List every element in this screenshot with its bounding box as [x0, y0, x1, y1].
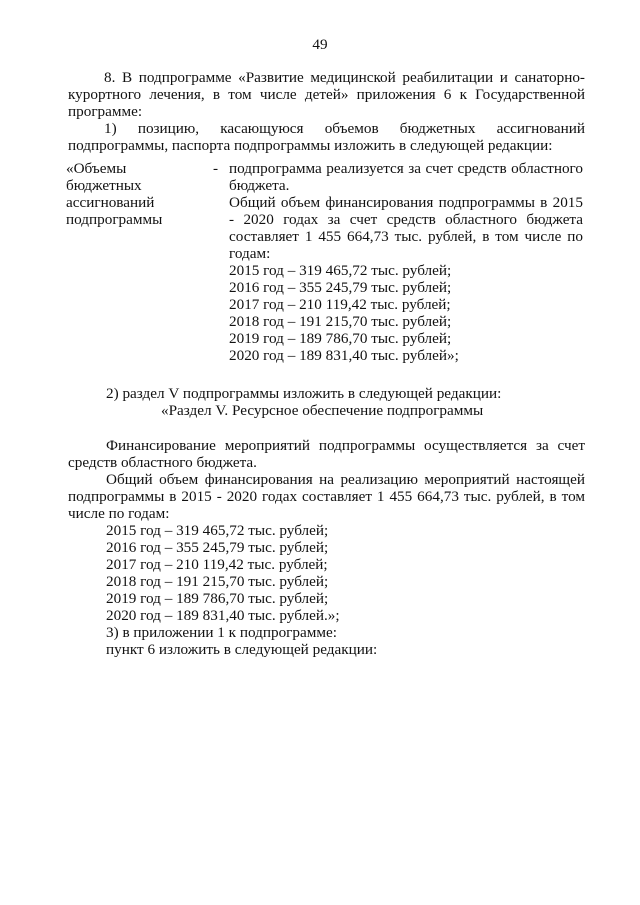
- text-line: Общий объем финансирования на реализацию мероприятий настоящей: [106, 471, 585, 488]
- passport-year-line: 2015 год – 319 465,72 тыс. рублей;: [229, 262, 452, 279]
- text-line: подпрограммы в 2015 - 2020 годах составляет 1 455 664,73 тыс. рублей, в том: [68, 488, 585, 505]
- year-line: 2018 год – 191 215,70 тыс. рублей;: [106, 573, 329, 590]
- passport-year-line: 2016 год – 355 245,79 тыс. рублей;: [229, 279, 452, 296]
- subitem-3-next-line: пункт 6 изложить в следующей редакции:: [106, 641, 378, 658]
- text-line: 8. В подпрограмме «Развитие медицинской реабилитации и санаторно-: [104, 69, 585, 86]
- passport-value-line: составляет 1 455 664,73 тыс. рублей, в том числе по: [229, 228, 583, 245]
- text-line: программе:: [68, 103, 143, 120]
- passport-value-line: Общий объем финансирования подпрограммы в 2015: [229, 194, 583, 211]
- subitem-2-line: 2) раздел V подпрограммы изложить в следующей редакции:: [106, 385, 502, 402]
- passport-value-line: годам:: [229, 245, 271, 262]
- passport-value-line: - 2020 годах за счет средств областного бюджета: [229, 211, 583, 228]
- year-line: 2020 год – 189 831,40 тыс. рублей.»;: [106, 607, 340, 624]
- year-line: 2017 год – 210 119,42 тыс. рублей;: [106, 556, 328, 573]
- passport-dash: -: [213, 160, 219, 177]
- page-number: 49: [312, 36, 328, 53]
- section-heading: «Раздел V. Ресурсное обеспечение подпрограммы: [161, 402, 484, 419]
- passport-year-line: 2020 год – 189 831,40 тыс. рублей»;: [229, 347, 459, 364]
- passport-year-line: 2018 год – 191 215,70 тыс. рублей;: [229, 313, 452, 330]
- passport-label-line: бюджетных: [66, 177, 142, 194]
- text-line: Финансирование мероприятий подпрограммы осуществляется за счет: [106, 437, 585, 454]
- year-line: 2016 год – 355 245,79 тыс. рублей;: [106, 539, 329, 556]
- year-line: 2015 год – 319 465,72 тыс. рублей;: [106, 522, 329, 539]
- passport-label-line: ассигнований: [66, 194, 155, 211]
- passport-year-line: 2019 год – 189 786,70 тыс. рублей;: [229, 330, 452, 347]
- passport-label-line: подпрограммы: [66, 211, 163, 228]
- passport-year-line: 2017 год – 210 119,42 тыс. рублей;: [229, 296, 451, 313]
- text-line: средств областного бюджета.: [68, 454, 257, 471]
- text-line: курортного лечения, в том числе детей» приложения 6 к Государственной: [68, 86, 585, 103]
- text-line: подпрограммы, паспорта подпрограммы изложить в следующей редакции:: [68, 137, 553, 154]
- passport-value-line: бюджета.: [229, 177, 290, 194]
- text-line: числе по годам:: [68, 505, 170, 522]
- year-line: 2019 год – 189 786,70 тыс. рублей;: [106, 590, 329, 607]
- passport-label-line: «Объемы: [66, 160, 127, 177]
- passport-value-line: подпрограмма реализуется за счет средств областного: [229, 160, 583, 177]
- text-line: 1) позицию, касающуюся объемов бюджетных ассигнований: [104, 120, 585, 137]
- subitem-3-line: 3) в приложении 1 к подпрограмме:: [106, 624, 337, 641]
